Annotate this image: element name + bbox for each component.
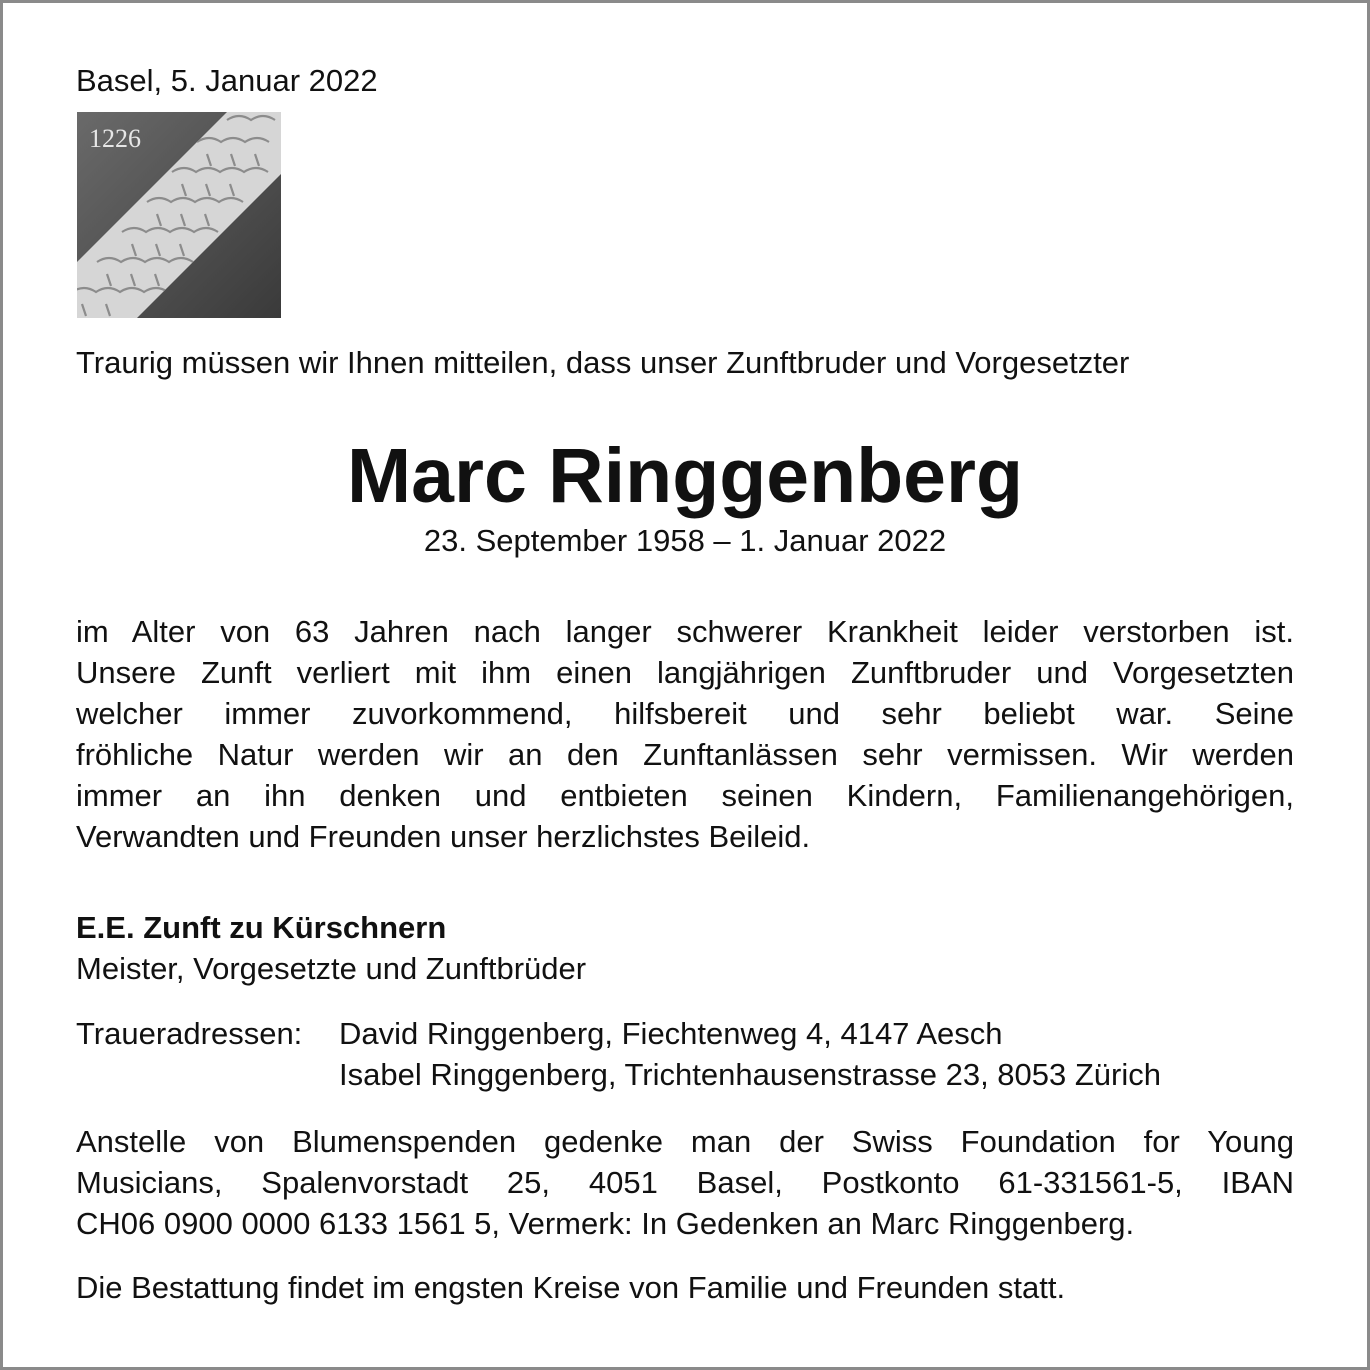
addresses-label: Traueradressen: [76, 1016, 303, 1051]
life-dates: 23. September 1958 – 1. Januar 2022 [423, 523, 947, 558]
donation-line: Musicians, Spalenvorstadt 25, 4051 Basel, Postkonto 61-331561-5, IBAN [76, 1165, 1294, 1200]
place-date: Basel, 5. Januar 2022 [76, 63, 378, 98]
donation-line: Anstelle von Blumenspenden gedenke man der Swiss Foundation for Young [76, 1124, 1294, 1159]
donation-line: CH06 0900 0000 6133 1561 5, Vermerk: In Gedenken an Marc Ringgenberg. [76, 1206, 1135, 1241]
intro-text: Traurig müssen wir Ihnen mitteilen, dass unser Zunftbruder und Vorgesetzter [76, 345, 1130, 380]
body-line: im Alter von 63 Jahren nach langer schwerer Krankheit leider verstorben ist. [76, 614, 1294, 649]
body-line: immer an ihn denken und entbieten seinen Kindern, Familienangehörigen, [76, 778, 1294, 813]
donation-note [76, 1121, 1294, 1244]
obituary-body [76, 611, 1294, 857]
body-line: Unsere Zunft verliert mit ihm einen langjährigen Zunftbruder und Vorgesetzten [76, 655, 1294, 690]
funeral-note: Die Bestattung findet im engsten Kreise von Familie und Freunden statt. [76, 1270, 1066, 1305]
body-line: fröhliche Natur werden wir an den Zunftanlässen sehr vermissen. Wir werden [76, 737, 1294, 772]
logo-year: 1226 [89, 124, 141, 153]
deceased-name: Marc Ringgenberg [347, 433, 1023, 519]
body-line: welcher immer zuvorkommend, hilfsbereit und sehr beliebt war. Seine [76, 696, 1294, 731]
address-line: David Ringgenberg, Fiechtenweg 4, 4147 Aesch [339, 1016, 1003, 1051]
address-line: Isabel Ringgenberg, Trichtenhausenstrasse 23, 8053 Zürich [339, 1057, 1161, 1092]
guild-coat-of-arms-icon [77, 112, 281, 318]
guild-logo [77, 112, 281, 318]
organization-members: Meister, Vorgesetzte und Zunftbrüder [76, 951, 587, 986]
organization-name: E.E. Zunft zu Kürschnern [76, 910, 447, 945]
body-line: Verwandten und Freunden unser herzlichstes Beileid. [76, 819, 811, 854]
